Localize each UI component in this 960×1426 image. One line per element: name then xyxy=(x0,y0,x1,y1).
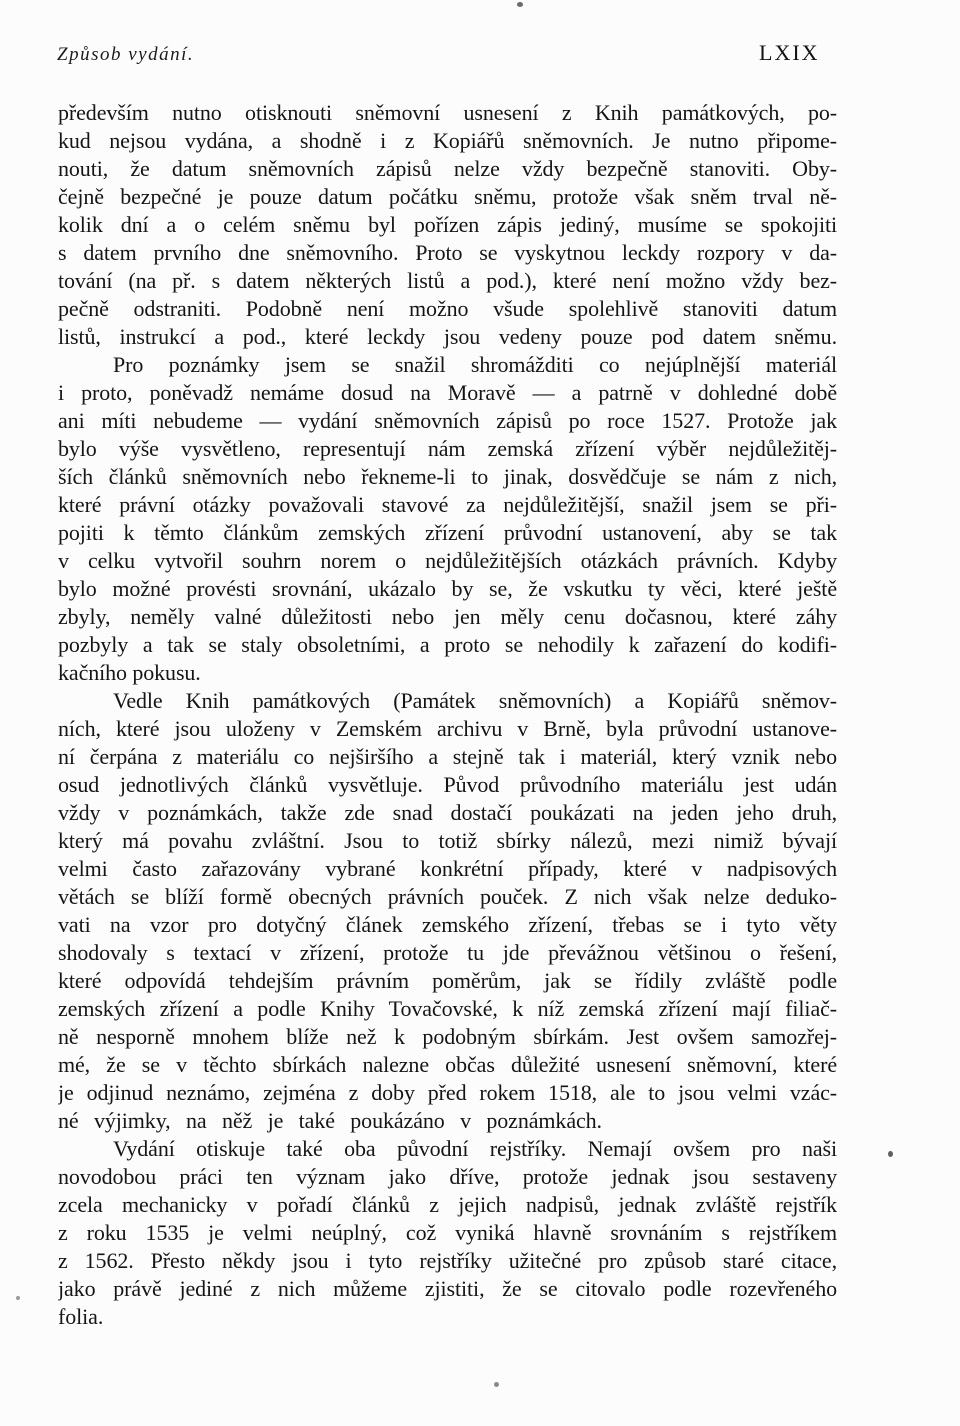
text-line: i proto, poněvadž nemáme dosud na Moravě — a patrně v dohledné době xyxy=(58,380,837,405)
text-line: kolik dní a o celém sněmu byl pořízen zápis jediný, musíme se spokojiti xyxy=(58,212,837,237)
text-line: pojiti k těmto článkům zemských zřízení průvodní ustanovení, aby se tak xyxy=(58,520,837,545)
text-line: mé, že se v těchto sbírkách nalezne občas důležité usnesení sněmovní, které xyxy=(58,1052,837,1077)
text-line: Vydání otiskuje také oba původní rejstříky. Nemají ovšem pro naši xyxy=(113,1136,837,1161)
text-line: pozbyly a tak se staly obsoletními, a proto se nehodily k zařazení do kodifi- xyxy=(58,632,837,657)
text-line: kud nejsou vydána, a shodně i z Kopiářů sněmovních. Je nutno připome- xyxy=(58,128,837,153)
scan-speck xyxy=(16,1296,20,1300)
text-line: novodobou práci ten význam jako dříve, protože jednak jsou sestaveny xyxy=(58,1164,837,1189)
text-line: osud jednotlivých článků vysvětluje. Původ průvodního materiálu jest udán xyxy=(58,772,837,797)
text-line: bylo výše vysvětleno, representují nám zemská zřízení výběr nejdůležitěj- xyxy=(58,436,837,461)
text-line: zcela mechanicky v pořadí článků z jejich nadpisů, jednak zvláště rejstřík xyxy=(58,1192,837,1217)
text-line: kačního pokusu. xyxy=(58,660,201,685)
page-number: LXIX xyxy=(759,40,820,65)
text-line: Vedle Knih památkových (Památek sněmovních) a Kopiářů sněmov- xyxy=(113,688,837,713)
text-line: bylo možné provésti srovnání, ukázalo by se, že vskutku ty věci, které ještě xyxy=(58,576,837,601)
text-line: které právní otázky považovali stavové za nejdůležitější, snažil jsem se při- xyxy=(58,492,837,517)
text-line: pečně odstraniti. Podobně není možno všude spolehlivě stanoviti datum xyxy=(58,296,837,321)
text-line: které odpovídá tehdejším právním poměrům, jak se řídily zvláště podle xyxy=(58,968,837,993)
scan-speck xyxy=(888,1151,893,1157)
text-line: folia. xyxy=(58,1304,104,1329)
text-line: ních, které jsou uloženy v Zemském archivu v Brně, byla průvodní ustanove- xyxy=(58,716,837,741)
body-text xyxy=(58,99,837,1331)
text-line: jako právě jediné z nich můžeme zjistiti, že se citovalo podle rozevřeného xyxy=(58,1276,837,1301)
text-line: listů, instrukcí a pod., které leckdy jsou vedeny pouze pod datem sněmu. xyxy=(58,324,837,349)
text-line: velmi často zařazovány vybrané konkrétní případy, které v nadpisových xyxy=(58,856,837,881)
text-line: shodovaly s textací v zřízení, protože tu jde převážnou většinou o řešení, xyxy=(58,940,837,965)
text-line: především nutno otisknouti sněmovní usnesení z Knih památkových, po- xyxy=(58,100,837,125)
text-line: který má povahu zvláštní. Jsou to totiž sbírky nálezů, mezi nimiž bývají xyxy=(58,828,837,853)
text-line: větách se blíží formě obecných právních pouček. Z nich však nelze deduko- xyxy=(58,884,837,909)
text-line: zbyly, neměly valné důležitosti nebo jen měly cenu dočasnou, které záhy xyxy=(58,604,837,629)
text-line: s datem prvního dne sněmovního. Proto se vyskytnou leckdy rozpory v da- xyxy=(58,240,837,265)
scan-speck xyxy=(494,1382,499,1387)
text-line: né výjimky, na něž je také poukázáno v poznámkách. xyxy=(58,1108,602,1133)
running-title: Způsob vydání. xyxy=(57,44,195,65)
text-line: ších článků sněmovních nebo řekneme-li to jinak, dosvědčuje se nám z nich, xyxy=(58,464,837,489)
text-line: z roku 1535 je velmi neúplný, což vyniká hlavně srovnáním s rejstříkem xyxy=(58,1220,837,1245)
text-line: z 1562. Přesto někdy jsou i tyto rejstříky užitečné pro způsob staré citace, xyxy=(58,1248,837,1273)
text-line: v celku vytvořil souhrn norem o nejdůležitějších otázkách právních. Kdyby xyxy=(58,548,837,573)
text-line: ně nesporně mnohem blíže než k podobným sbírkám. Jest ovšem samozřej- xyxy=(58,1024,837,1049)
text-line: nouti, že datum sněmovních zápisů nelze vždy bezpečně stanoviti. Oby- xyxy=(58,156,837,181)
text-line: tování (na př. s datem některých listů a pod.), které není možno vždy bez- xyxy=(58,268,837,293)
text-line: vati na vzor pro dotyčný článek zemského zřízení, třebas se i tyto věty xyxy=(58,912,837,937)
text-line: ani míti nebudeme — vydání sněmovních zápisů po roce 1527. Protože jak xyxy=(58,408,837,433)
text-line: vždy v poznámkách, takže zde snad dostačí poukázati na jeden jeho druh, xyxy=(58,800,837,825)
text-line: Pro poznámky jsem se snažil shromážditi co nejúplnější materiál xyxy=(113,352,837,377)
text-line: je odjinud neznámo, zejména z doby před rokem 1518, ale to jsou velmi vzác- xyxy=(58,1080,837,1105)
text-line: ní čerpána z materiálu co nejširšího a stejně tak i materiál, který vznik nebo xyxy=(58,744,837,769)
text-line: zemských zřízení a podle Knihy Tovačovské, k níž zemská zřízení mají filiač- xyxy=(58,996,837,1021)
text-line: čejně bezpečné je pouze datum počátku sněmu, protože však sněm trval ně- xyxy=(58,184,837,209)
scan-speck xyxy=(517,2,523,7)
